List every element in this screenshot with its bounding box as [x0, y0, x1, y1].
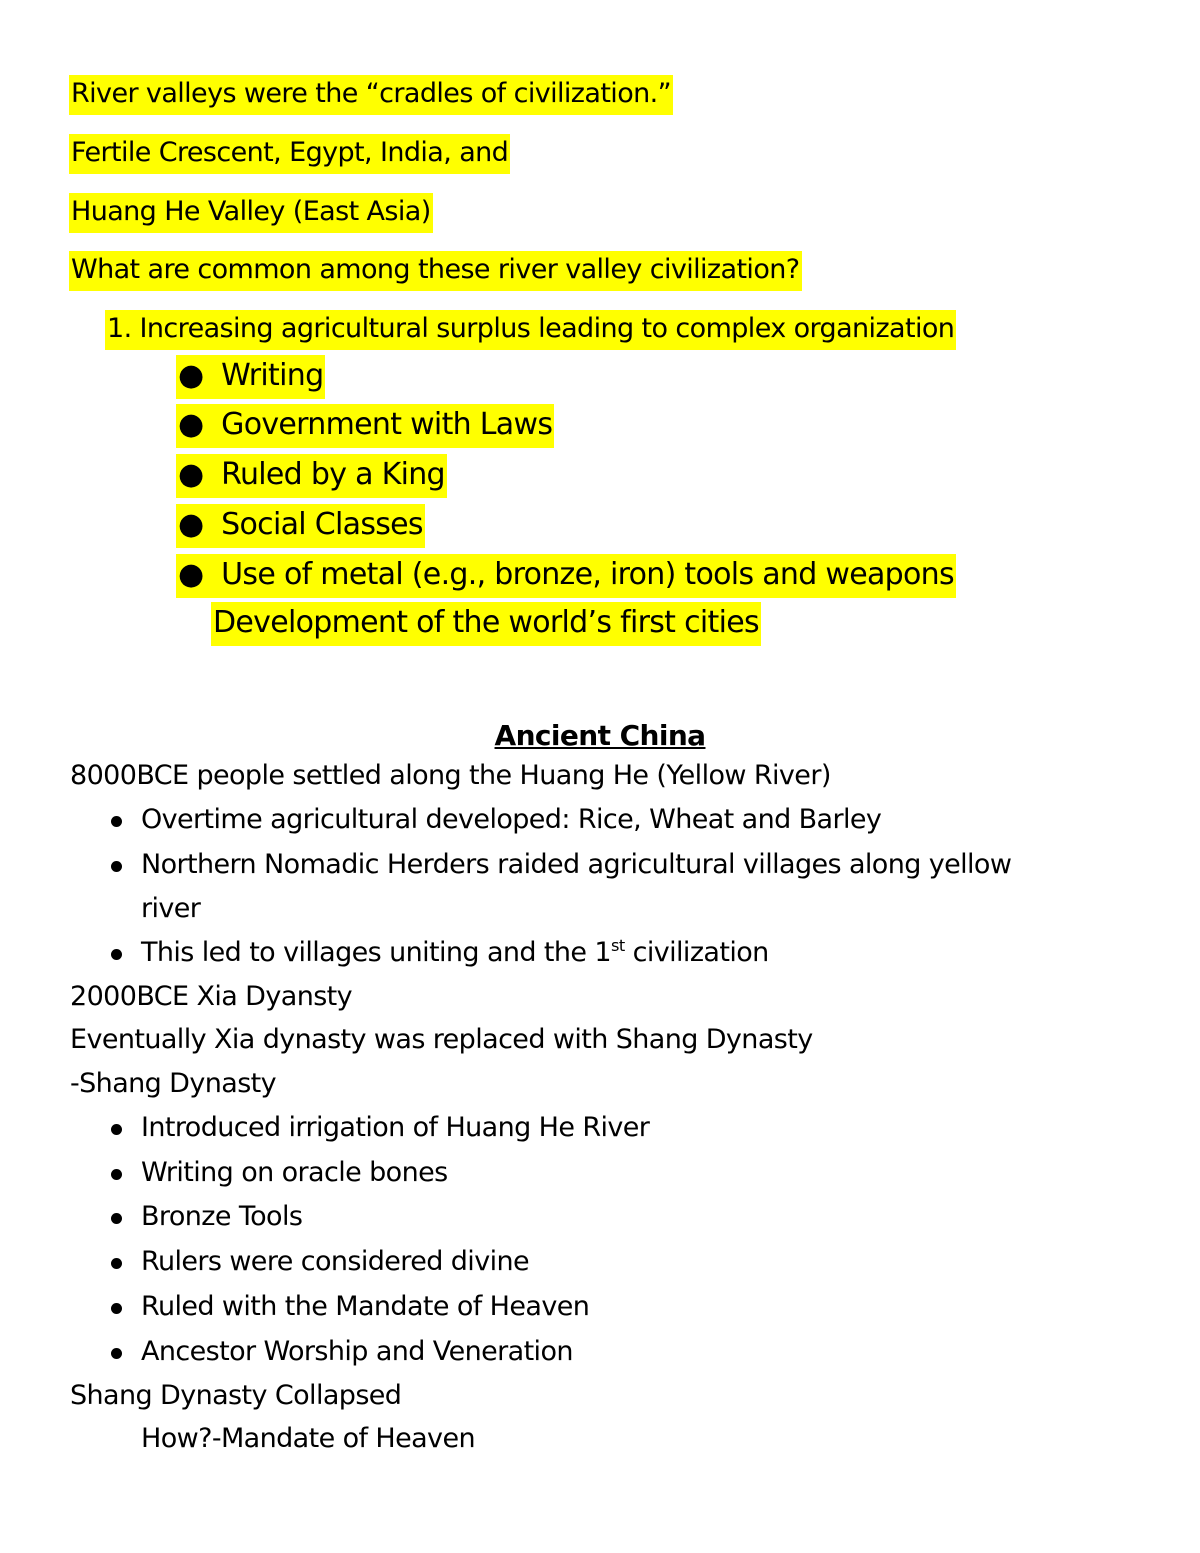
list-item-continuation: Development of the world’s first cities [211, 608, 761, 638]
intro-question: What are common among these river valley civilization? [69, 256, 802, 283]
list-item: Overtime agricultural developed: Rice, Wheat and Barley [141, 804, 882, 835]
bullet-icon [111, 1213, 122, 1224]
bullet-icon [111, 1258, 122, 1269]
shang-heading: -Shang Dynasty [70, 1068, 277, 1099]
bullet-icon [111, 1169, 122, 1180]
intro-line: Fertile Crescent, Egypt, India, and [69, 139, 510, 166]
list-item: Rulers were considered divine [141, 1246, 529, 1277]
bullet-icon: ● [178, 507, 204, 542]
collapsed-line: Shang Dynasty Collapsed [70, 1380, 402, 1411]
bullet-icon [111, 816, 122, 827]
bullet-icon [111, 949, 122, 960]
how-line: How?-Mandate of Heaven [141, 1423, 475, 1454]
bullet-icon [111, 1124, 122, 1135]
list-item: Ancestor Worship and Veneration [141, 1336, 573, 1367]
bullet-icon: ● [178, 457, 204, 492]
bullet-icon [111, 1303, 122, 1314]
list-item: Introduced irrigation of Huang He River [141, 1112, 650, 1143]
list-item-continuation: river [141, 893, 201, 924]
bullet-icon [111, 1348, 122, 1359]
list-item: ● Writing [176, 361, 325, 391]
intro-line: River valleys were the “cradles of civilization.” [69, 80, 673, 107]
list-item: Bronze Tools [141, 1201, 303, 1232]
list-item: This led to villages uniting and the 1st civilization [141, 936, 769, 968]
numbered-point: 1. Increasing agricultural surplus leading to complex organization [105, 315, 956, 342]
bullet-icon [111, 861, 122, 872]
list-item: ● Use of metal (e.g., bronze, iron) tools and weapons [176, 560, 956, 590]
list-item: Ruled with the Mandate of Heaven [141, 1291, 590, 1322]
list-item: ● Social Classes [176, 510, 425, 540]
list-item: ● Ruled by a King [176, 460, 447, 490]
bullet-icon: ● [178, 557, 204, 592]
intro-line: Huang He Valley (East Asia) [69, 198, 433, 225]
replaced-line: Eventually Xia dynasty was replaced with Shang Dynasty [70, 1024, 813, 1055]
list-item: ● Government with Laws [176, 410, 554, 440]
section-title: Ancient China [494, 719, 706, 752]
list-item: Writing on oracle bones [141, 1157, 448, 1188]
list-item: Northern Nomadic Herders raided agricultural villages along yellow [141, 849, 1012, 880]
bullet-icon: ● [178, 358, 204, 393]
xia-line: 2000BCE Xia Dyansty [70, 981, 353, 1012]
bullet-icon: ● [178, 407, 204, 442]
intro-paragraph: 8000BCE people settled along the Huang He (Yellow River) [70, 760, 831, 791]
